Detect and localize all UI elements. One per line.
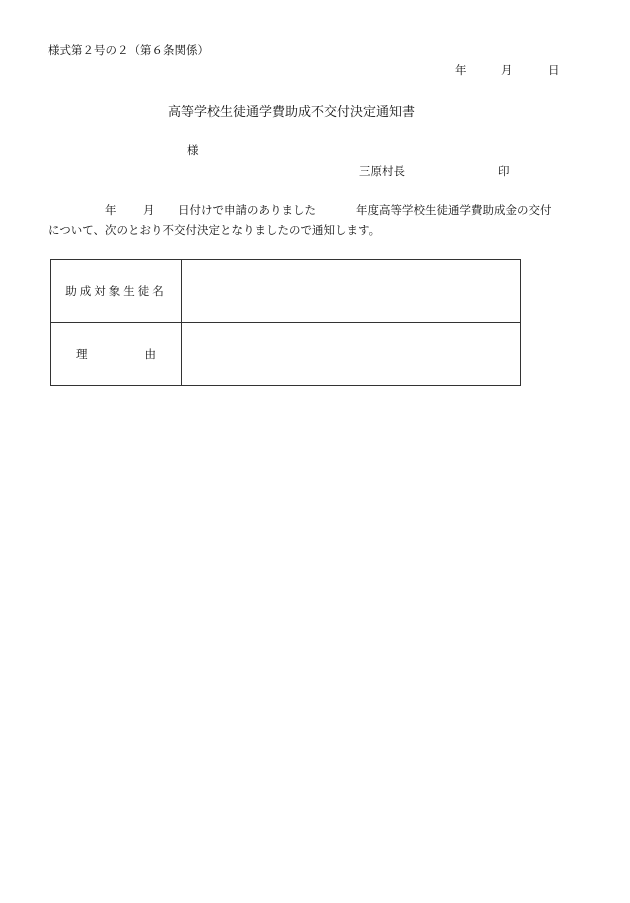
student-name-label-text: 助成対象生徒名: [65, 284, 167, 298]
info-table: [50, 259, 521, 386]
addressee-suffix: 様: [187, 143, 199, 157]
table-row-student: [51, 260, 521, 323]
seal-mark: 印: [498, 164, 510, 178]
date-day-label: 日: [548, 63, 560, 77]
issuer-name: 三原村長: [359, 164, 405, 178]
reason-label: [51, 323, 182, 386]
table-row-reason: [51, 323, 521, 386]
document-title: 高等学校生徒通学費助成不交付決定通知書: [168, 105, 416, 120]
body-line2: について、次のとおり不交付決定となりましたので通知します。: [48, 223, 381, 237]
body-line1-end: 年度高等学校生徒通学費助成金の交付: [356, 203, 552, 217]
reason-label-a: 理: [76, 347, 88, 361]
student-name-value: [182, 260, 521, 323]
student-name-label: [51, 260, 182, 323]
reason-label-b: 由: [144, 347, 156, 361]
form-number: 様式第２号の２（第６条関係）: [48, 43, 209, 57]
date-month-label: 月: [501, 63, 513, 77]
body-month-label: 月: [143, 203, 155, 217]
date-year-label: 年: [455, 63, 467, 77]
body-line1-mid: 日付けで申請のありました: [178, 203, 316, 217]
body-year-label: 年: [105, 203, 117, 217]
reason-value: [182, 323, 521, 386]
